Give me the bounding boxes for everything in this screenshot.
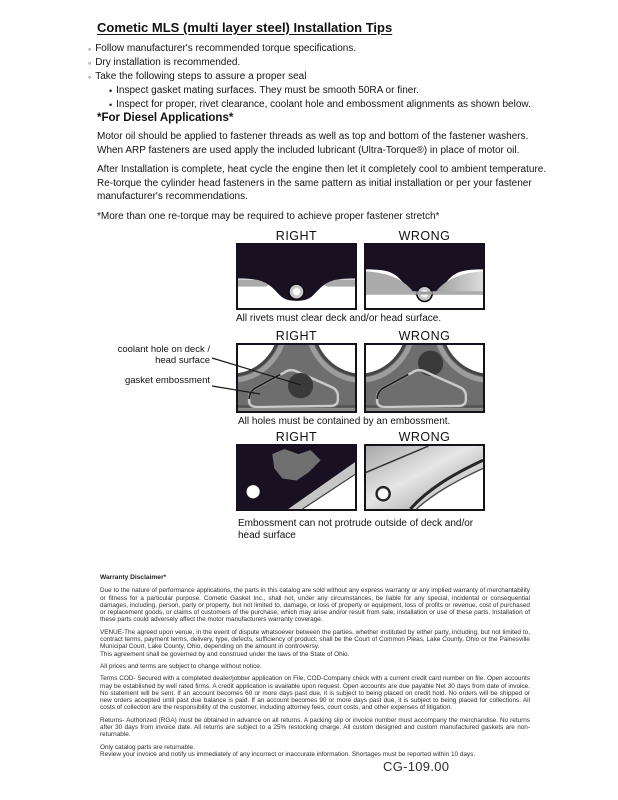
venue-text: VENUE-The agreed upon venue, in the event of dispute whatsoever between the parties, whether instituted by either party, including, but not limited to, contract terms, payment terms, delivery, type, defects, sufficiency of product, shall be the Court of Common Pleas, Lake County, Ohio or the Painesville Municipal Court, Lake County, Ohio, depending on the amount in controversy. (100, 628, 530, 651)
returnable-paragraph (100, 744, 530, 759)
page-title: Cometic MLS (multi layer steel) Installation Tips (97, 20, 393, 35)
rivet-clearance-wrong-art (366, 245, 483, 308)
diesel-paragraph: Motor oil should be applied to fastener threads as well as top and bottom of the fastener washers. When ARP fasteners are used apply the included lubricant (Ultra-Torque®) in place of motor oil. (97, 131, 529, 156)
diesel-paragraph: *More than one re-torque may be required to achieve proper fastener stretch* (97, 210, 440, 222)
tip-text: Follow manufacturer's recommended torque specifications. (95, 43, 357, 54)
page-number: CG-109.00 (383, 759, 450, 774)
governing-law-text: This agreement shall be governed by and construed under the laws of the State of Ohio. (100, 650, 350, 658)
diesel-paragraph: After Installation is complete, heat cycle the engine then let it completely cool to ambient temperature. Re-torque the cylinder head fasteners in the same pattern as initial installation or per your fastener manufacturer's recommendations. (97, 164, 547, 202)
installation-tips-list (88, 42, 568, 112)
dot-bullet-icon: • (109, 86, 113, 96)
tip-text: Inspect for proper, rivet clearance, coolant hole and embossment alignments as shown below. (116, 99, 531, 110)
coolant-hole-icon (418, 351, 443, 376)
list-item (88, 56, 568, 70)
diesel-applications-section (97, 130, 549, 229)
embossment-contain-wrong-diagram (364, 343, 485, 413)
list-item (88, 70, 568, 84)
diesel-applications-heading: *For Diesel Applications* (97, 112, 234, 124)
list-item (88, 98, 568, 112)
review-invoice-line: Review your invoice and notify us immediately of any incorrect or inaccurate information. Shortages must be reported within 10 days. (100, 750, 476, 758)
bolt-hole-icon (247, 485, 260, 498)
warranty-venue-paragraph (100, 629, 530, 658)
rivet-clearance-right-diagram (236, 243, 357, 310)
right-label: RIGHT (275, 430, 318, 444)
rivet-clearance-wrong-diagram (364, 243, 485, 310)
protrusion-right-art (238, 446, 355, 509)
list-item (88, 42, 568, 56)
bolt-hole-icon (377, 487, 390, 500)
circle-bullet-icon: ◦ (88, 44, 92, 54)
right-label: RIGHT (275, 329, 318, 343)
prices-terms-line: All prices and terms are subject to change without notice. (100, 662, 262, 670)
tip-text: Dry installation is recommended. (95, 57, 241, 68)
embossment-contain-wrong-art (366, 345, 483, 411)
coolant-hole-annotation: coolant hole on deck / head surface (117, 344, 210, 366)
warranty-paragraph: Due to the nature of performance applications, the parts in this catalog are sold without any express warranty or any implied warranty of merchantability or fitness for a particular purpose. Cometic Gasket Inc., shall not, under any circumstances, be liable for any special, incidental or consequential damages, including, person, party or property, but not limited to, damage, or loss of property or equipment, loss of profits or revenue, cost of purchased or replacement goods, or claims of customers of the purchase, which may arise and/or result from sale, installation or use of these parts. Installation of these parts could adversely affect the motor manufacturers warranty coverage. (100, 587, 530, 624)
circle-bullet-icon: ◦ (88, 58, 92, 68)
diagram-caption: All holes must be contained by an embossment. (238, 416, 451, 427)
protrusion-wrong-art (366, 446, 483, 509)
rivet-clearance-right-art (238, 245, 355, 308)
annotation-pointer-lines (205, 350, 305, 400)
wrong-label: WRONG (398, 329, 451, 343)
diagram-caption: All rivets must clear deck and/or head surface. (236, 313, 442, 324)
protrusion-right-diagram (236, 444, 357, 511)
diagram-caption: Embossment can not protrude outside of deck and/or head surface (238, 518, 474, 541)
warranty-heading: Warranty Disclaimer* (100, 574, 167, 581)
wrong-label: WRONG (398, 229, 451, 243)
wrong-label: WRONG (398, 430, 451, 444)
gasket-embossment-annotation: gasket embossment (124, 375, 210, 386)
terms-cod-paragraph: Terms COD- Secured with a completed dealer/jobber application on File, COD-Company check with a current credit card number on file. Open accounts may be established by well rated firms. A credit application is available upon request. Open accounts are due payable Net 30 days from date of invoice. No statement will be sent. If an account becomes 60 or more days past due, it is subject to being placed on credit hold. No orders will be shipped or new orders accepted until past due balance is paid. If an account becomes 90 or more days past due, it is subject to being placed for collections. All costs of collection are the responsibility of the customer, including attorney fees, court costs, and other expenses of litigation. (100, 675, 530, 712)
dot-bullet-icon: • (109, 100, 113, 110)
warranty-disclaimer-section (100, 574, 530, 763)
right-label: RIGHT (275, 229, 318, 243)
returns-paragraph: Returns- Authorized (RGA) must be obtained in advance on all returns. A packing slip or invoice number must accompany the merchandise. No returns after 30 days from invoice date. All returns are subject to a 25% restocking charge. All custom designed and custom manufactured gaskets are non-returnable. (100, 716, 530, 739)
circle-bullet-icon: ◦ (88, 72, 92, 82)
list-item (88, 84, 568, 98)
tip-text: Take the following steps to assure a proper seal (95, 71, 307, 82)
catalog-parts-line: Only catalog parts are returnable. (100, 743, 195, 751)
protrusion-wrong-diagram (364, 444, 485, 511)
tip-text: Inspect gasket mating surfaces. They must be smooth 50RA or finer. (116, 85, 419, 96)
